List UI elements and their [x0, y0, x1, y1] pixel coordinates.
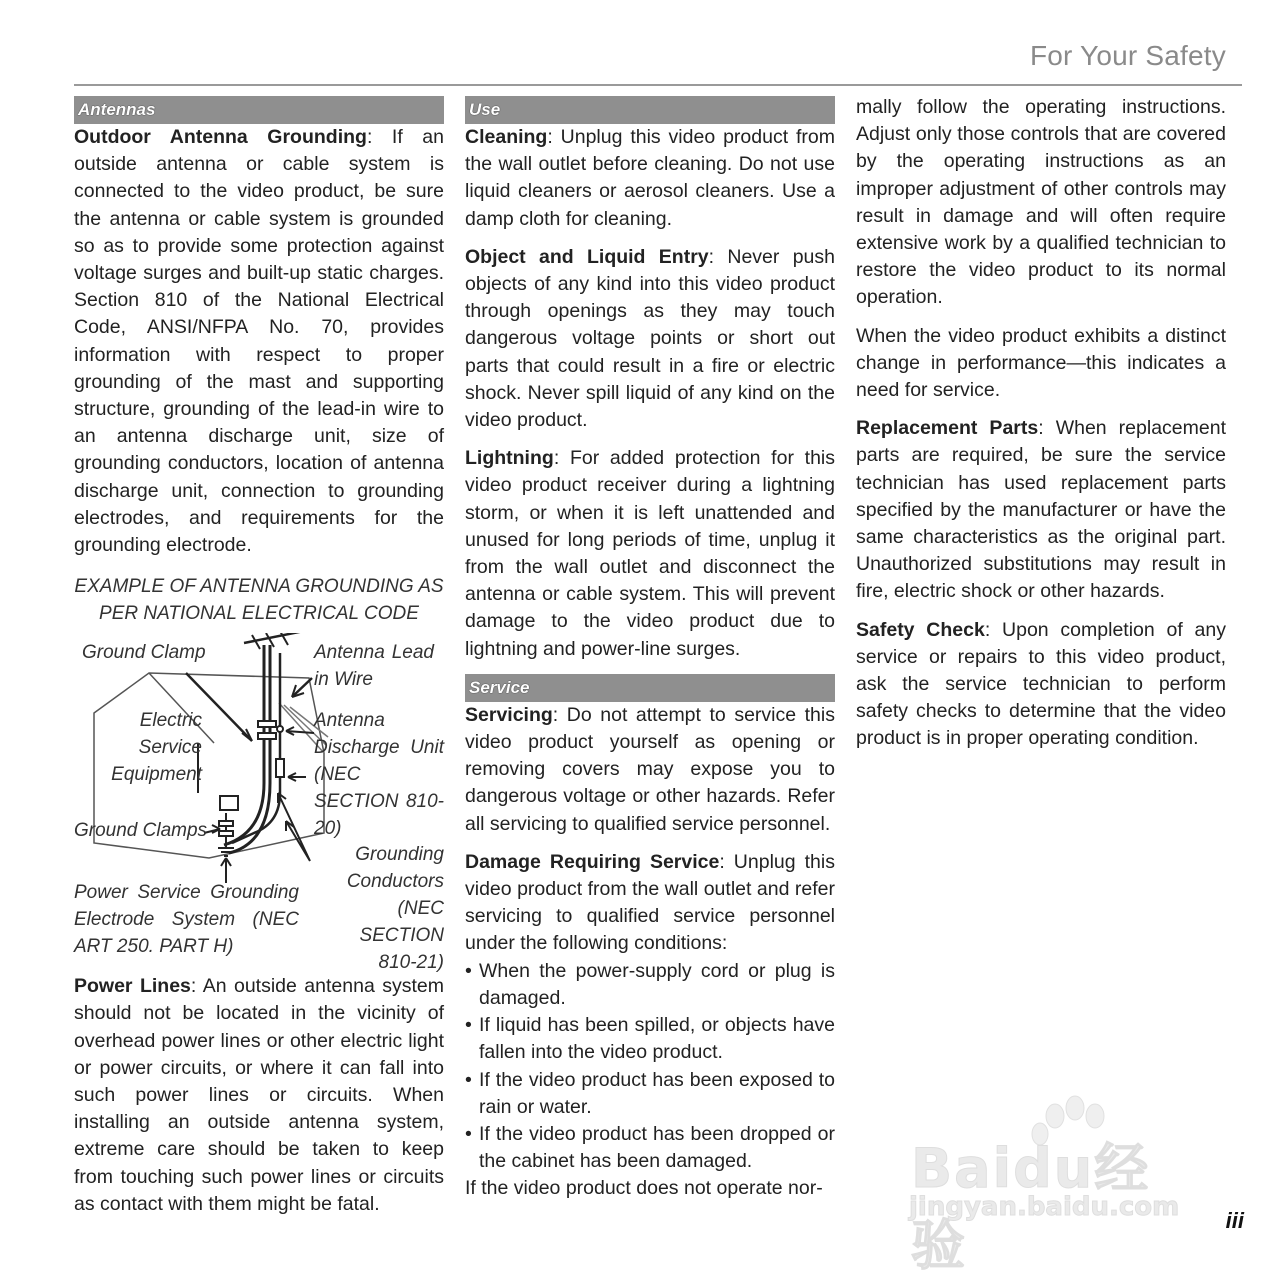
- paragraph-safety-check: [856, 617, 1226, 753]
- paragraph-power-lines: [74, 973, 444, 1218]
- label-grounding-conductors: Grounding Conductors (NEC SECTION 810-21): [346, 844, 444, 974]
- column-1: [74, 96, 444, 1229]
- header-rule: [74, 84, 1242, 86]
- paragraph-performance-change: When the video product exhibits a distinct change in performance—this indicates a need for service.: [856, 324, 1226, 402]
- term-safety-check: Safety Check: [856, 618, 985, 641]
- label-ground-clamps: Ground Clamps: [74, 820, 208, 842]
- paragraph-damage-requiring-service: [465, 849, 835, 958]
- page-header-title: For Your Safety: [1029, 40, 1226, 71]
- label-antenna-lead-in-wire: Antenna Lead in Wire: [314, 642, 434, 691]
- paragraph-servicing: [465, 702, 835, 838]
- section-heading-service: Service: [465, 674, 835, 702]
- term-replacement-parts: Replacement Parts: [856, 417, 1039, 440]
- text-safety-check: : Upon completion of any service or repairs to this video product, ask the service technician to perform safety checks to determine that the video product is in proper operating condition.: [856, 618, 1226, 750]
- antenna-grounding-diagram: [74, 633, 444, 973]
- term-lightning: Lightning: [465, 447, 554, 470]
- label-ground-clamp: Ground Clamp: [82, 642, 206, 664]
- column-3: [856, 94, 1226, 764]
- paragraph-replacement-parts: [856, 415, 1226, 605]
- page-number: iii: [1225, 1208, 1244, 1233]
- paragraph-lightning: [465, 445, 835, 663]
- term-servicing: Servicing: [465, 703, 553, 726]
- damage-conditions-list: [465, 958, 835, 1176]
- term-outdoor-antenna-grounding: Outdoor Antenna Grounding: [74, 126, 367, 148]
- text-replacement-parts: : When replacement parts are required, be sure the service technician has used replacement parts specified by the manufacturer or have the same characteristics as the original part. Unauthorized substitutions may result in fire, electric shock or other hazards.: [856, 417, 1226, 603]
- text-lightning: : For added protection for this video product receiver during a lightning storm, or when it is left unattended and unused for long periods of time, unplug it from the wall outlet and disconnect the antenna or cable system. This will prevent damage to the video product due to lightning and power-line surges.: [465, 447, 835, 660]
- watermark-url: jingyan.baidu.com: [909, 1192, 1180, 1222]
- paragraph-object-liquid-entry: [465, 244, 835, 434]
- baidu-jingyan-watermark: [905, 1088, 1205, 1277]
- label-electric-service-equipment: Electric Service Equipment: [111, 710, 202, 786]
- term-cleaning: Cleaning: [465, 126, 548, 148]
- list-item: • When the power-supply cord or plug is damaged.: [465, 958, 835, 1012]
- label-antenna-discharge-unit: Antenna Discharge Unit (NEC SECTION 810-20): [314, 710, 444, 840]
- paragraph-outdoor-antenna-grounding: [74, 124, 444, 559]
- paragraph-cleaning: [465, 124, 835, 233]
- watermark-brand: Baidu经验: [911, 1137, 1151, 1277]
- paragraph-operate-normally-cont: mally follow the operating instructions. Adjust only those controls that are covered by the operating instructions as an improper adjustment of other controls may result in damage and will often require extensive work by a qualified technician to restore the video product to its normal operation.: [856, 96, 1226, 309]
- section-heading-antennas: Antennas: [74, 96, 444, 124]
- paragraph-operate-normally-start: If the video product does not operate nor-: [465, 1177, 823, 1200]
- column-2: [465, 96, 835, 1214]
- text-power-lines: : An outside antenna system should not be located in the vicinity of overhead power lines or other electric light or power circuits, or where it can fall into such power lines or circuits. When installing an outside antenna system, extreme care should be taken to keep from touching such power lines or circuits as contact with them might be fatal.: [74, 975, 444, 1215]
- list-item: • If the video product has been exposed to rain or water.: [465, 1067, 835, 1121]
- diagram-caption: EXAMPLE OF ANTENNA GROUNDING AS PER NATIONAL ELECTRICAL CODE: [74, 576, 444, 625]
- text-damage-requiring-service: : Unplug this video product from the wall outlet and refer servicing to qualified service personnel under the following conditions:: [465, 850, 835, 955]
- text-cleaning: : Unplug this video product from the wall outlet before cleaning. Do not use liquid cleaners or aerosol cleaners. Use a damp cloth for cleaning.: [465, 126, 835, 230]
- text-servicing: : Do not attempt to service this video product yourself as opening or removing covers may expose you to dangerous voltage or other hazards. Refer all servicing to qualified service personnel.: [465, 703, 835, 835]
- term-object-liquid-entry: Object and Liquid Entry: [465, 245, 709, 268]
- text-outdoor-antenna-grounding: : If an outside antenna or cable system is connected to the video product, be sure the antenna or cable system is grounded so as to provide some protection against voltage surges and built-up static charges. Section 810 of the National Electrical Code, ANSI/NFPA No. 70, provides information with respect to proper grounding of the mast and supporting structure, grounding of the lead-in wire to an antenna discharge unit, size of grounding conductors, location of antenna discharge unit, connection to grounding electrodes, and requirements for the grounding electrode.: [74, 126, 444, 557]
- term-power-lines: Power Lines: [74, 975, 191, 998]
- section-heading-use: Use: [465, 96, 835, 124]
- term-damage-requiring-service: Damage Requiring Service: [465, 850, 720, 873]
- list-item: • If liquid has been spilled, or objects have fallen into the video product.: [465, 1012, 835, 1066]
- label-power-service-grounding: Power Service Grounding Electrode System (NEC ART 250. PART H): [74, 882, 299, 958]
- list-item: • If the video product has been dropped or the cabinet has been damaged.: [465, 1121, 835, 1175]
- text-object-liquid-entry: : Never push objects of any kind into this video product through openings as they may touch dangerous voltage points or short out parts that could result in a fire or electric shock. Never spill liquid of any kind on the video product.: [465, 245, 835, 432]
